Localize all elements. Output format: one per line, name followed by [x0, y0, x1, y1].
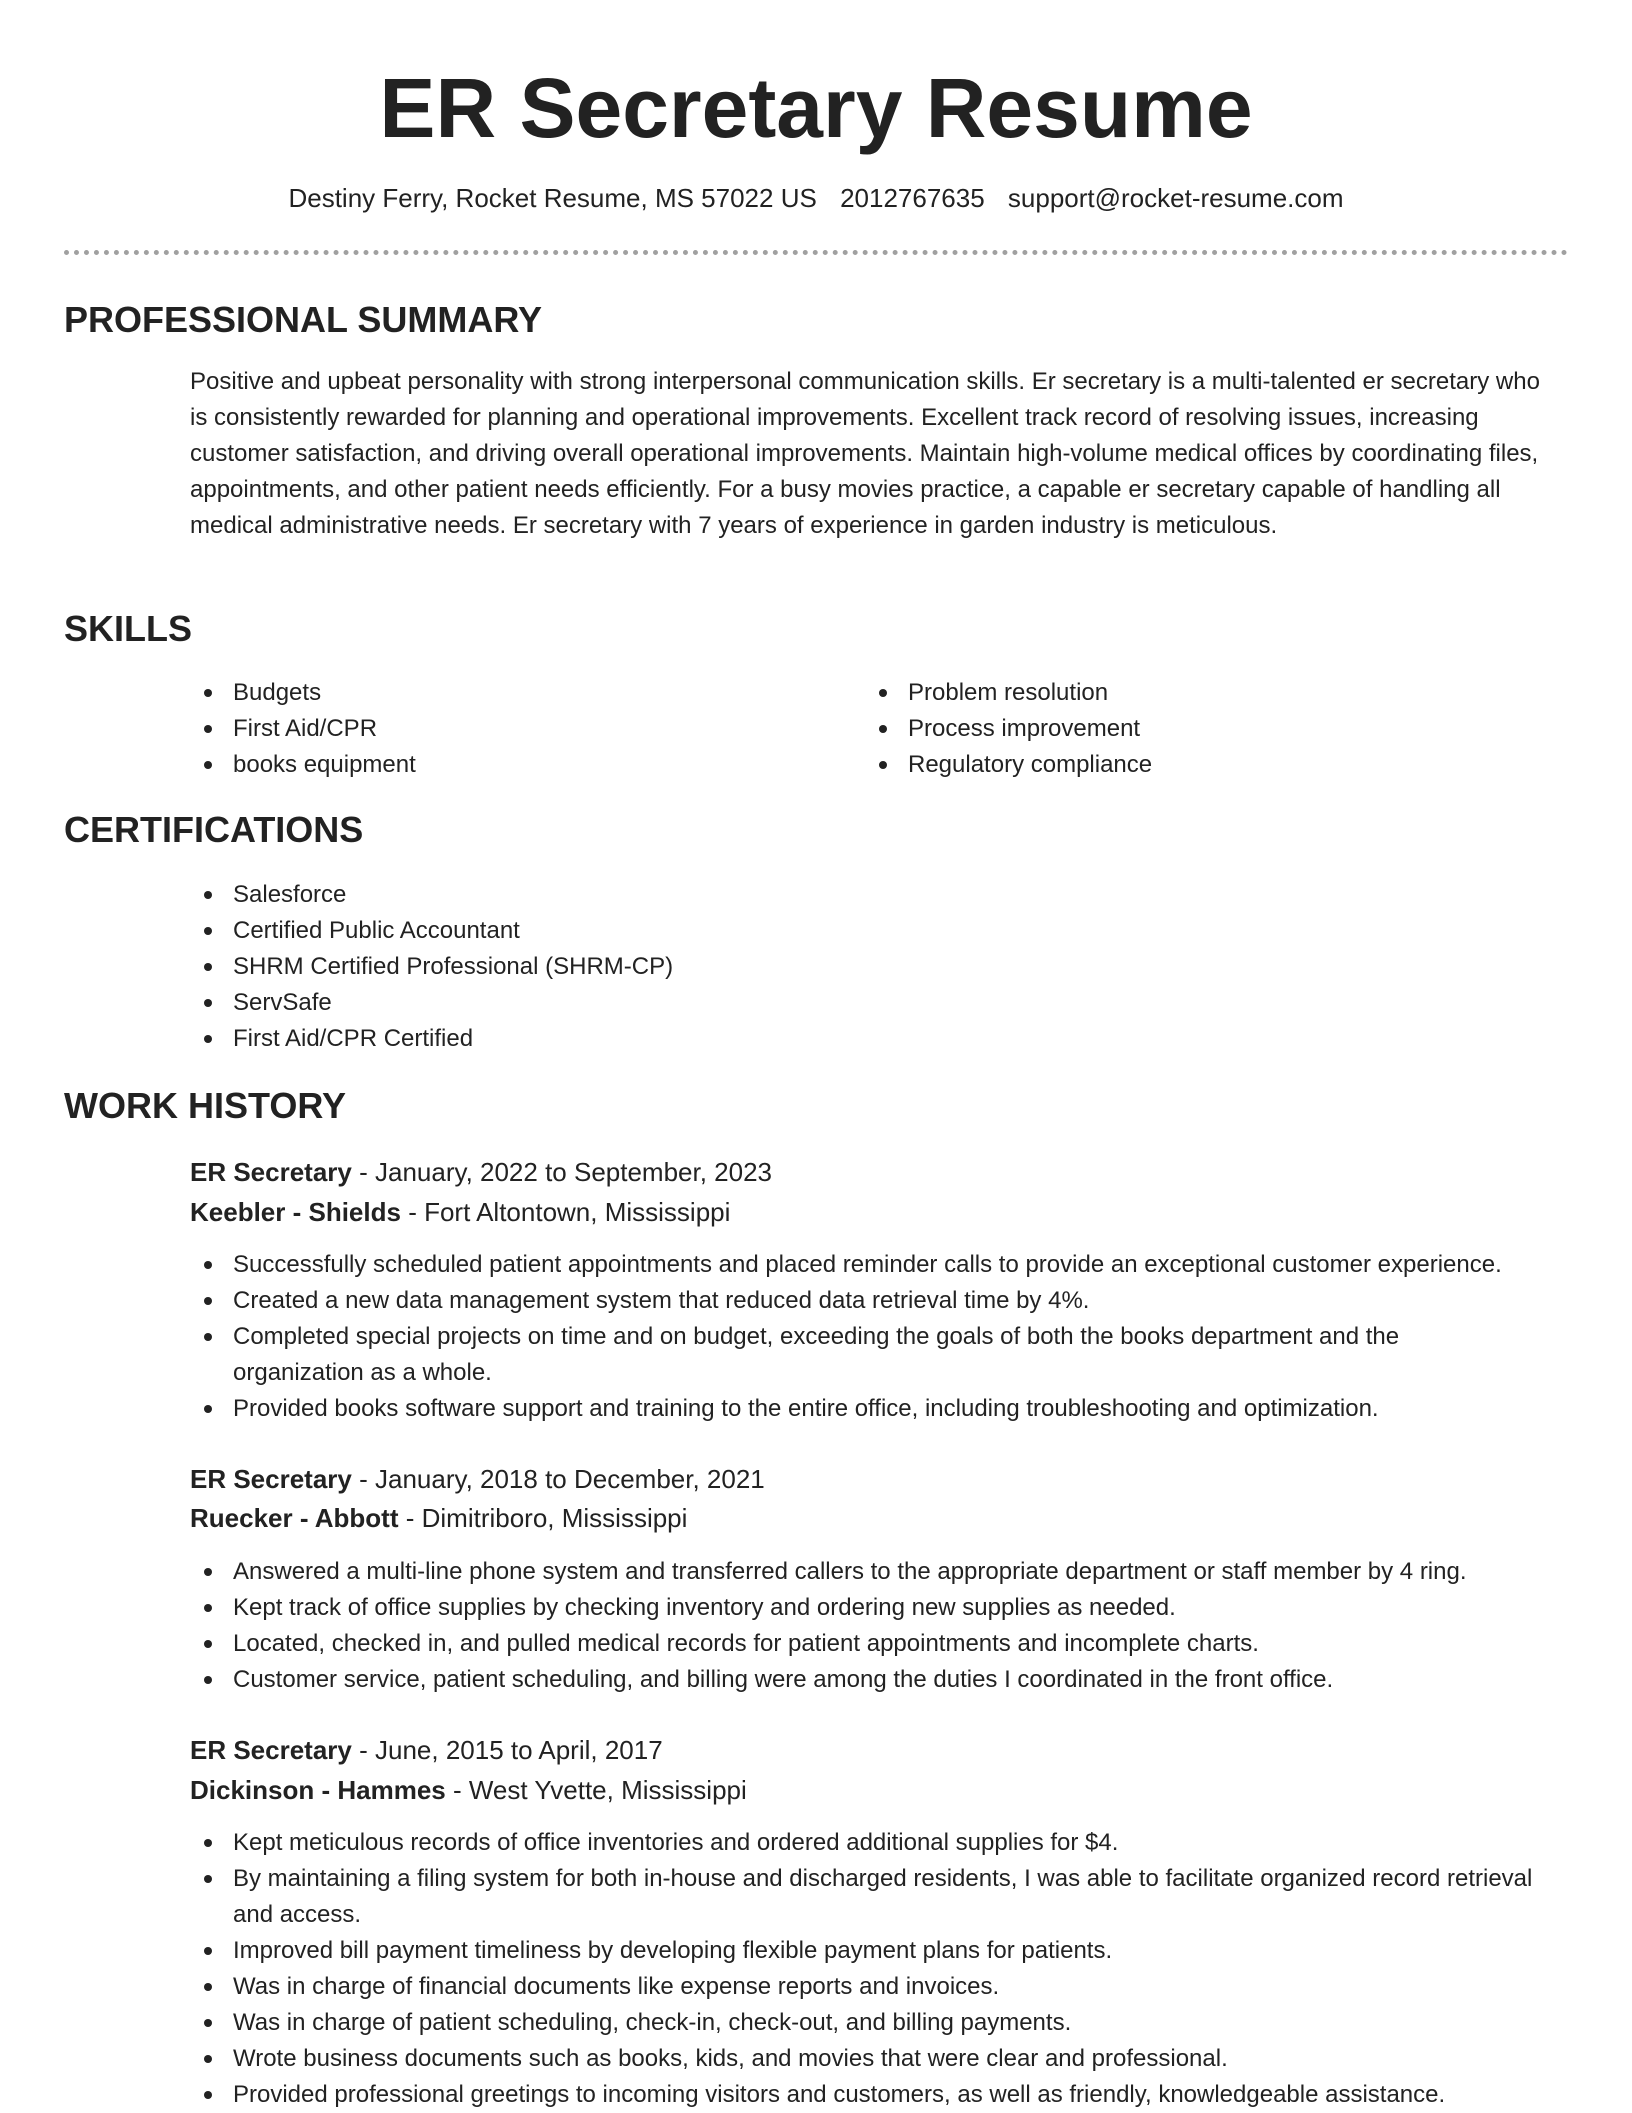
work-history-heading: WORK HISTORY [64, 1085, 347, 1126]
certification-item: Certified Public Accountant [190, 913, 1560, 949]
job-duty: Completed special projects on time and on budget, exceeding the goals of both the books department and the organization as a whole. [190, 1319, 1483, 1391]
skill-item: books equipment [190, 747, 830, 783]
skill-item: Budgets [190, 675, 830, 711]
resume-title: ER Secretary Resume [379, 61, 1253, 155]
job-company-line [190, 1192, 1560, 1232]
job-duty: Was in charge of patient scheduling, check-in, check-out, and billing payments. [190, 2005, 1590, 2041]
job-duty: Successfully scheduled patient appointments and placed reminder calls to provide an exceptional customer experience. [190, 1247, 1590, 1283]
job-duty: Provided books software support and training to the entire office, including troubleshooting and optimization. [190, 1391, 1590, 1427]
job-title: ER Secretary [190, 1157, 352, 1187]
skills-list-right [865, 675, 1505, 783]
job-location: - Fort Altontown, Mississippi [400, 1197, 731, 1227]
job-duty: Was in charge of financial documents like expense reports and invoices. [190, 1969, 1590, 2005]
summary-text: Positive and upbeat personality with strong interpersonal communication skills. Er secretary is a multi-talented er secretary who is consistently rewarded for planning and operational improvements. Excellent track record of resolving issues, increasing customer satisfaction, and driving overall operational improvements. Maintain high-volume medical offices by coordinating files, appointments, and other patient needs efficiently. For a busy movies practice, a capable er secretary capable of handling all medical administrative needs. Er secretary with 7 years of experience in garden industry is meticulous. [190, 368, 1540, 539]
job-duty: By maintaining a filing system for both in-house and discharged residents, I was able to facilitate organized record retrieval and access. [190, 1861, 1573, 1933]
skill-item: Regulatory compliance [865, 747, 1505, 783]
job-title: ER Secretary [190, 1735, 352, 1765]
job-location: - Dimitriboro, Mississippi [398, 1503, 688, 1533]
job-duty: Provided professional greetings to incoming visitors and customers, as well as friendly, knowledgeable assistance. [190, 2077, 1590, 2113]
job-duty: Wrote business documents such as books, kids, and movies that were clear and professional. [190, 2041, 1590, 2077]
job-title-line [190, 1459, 1560, 1499]
job-duties-list [190, 1825, 1590, 2113]
job-company-line [190, 1770, 1560, 1810]
contact-phone: 2012767635 [840, 183, 985, 213]
job-duty: Kept track of office supplies by checking inventory and ordering new supplies as needed. [190, 1590, 1590, 1626]
skills-heading: SKILLS [64, 608, 193, 649]
job-title: ER Secretary [190, 1464, 352, 1494]
skill-item: Process improvement [865, 711, 1505, 747]
skills-list-left [190, 675, 830, 783]
job-duty: Answered a multi-line phone system and transferred callers to the appropriate department or staff member by 4 ring. [190, 1554, 1590, 1590]
skill-item: Problem resolution [865, 675, 1505, 711]
job-duty: Created a new data management system that reduced data retrieval time by 4%. [190, 1283, 1590, 1319]
job-duty: Located, checked in, and pulled medical records for patient appointments and incomplete charts. [190, 1626, 1590, 1662]
job-duties-list [190, 1247, 1590, 1427]
contact-line [0, 178, 1632, 218]
job-location: - West Yvette, Mississippi [445, 1775, 747, 1805]
job-dates: - January, 2018 to December, 2021 [351, 1464, 765, 1494]
certification-item: First Aid/CPR Certified [190, 1021, 1560, 1057]
job-duty: Improved bill payment timeliness by developing flexible payment plans for patients. [190, 1933, 1590, 1969]
job-title-line [190, 1730, 1560, 1770]
job-dates: - June, 2015 to April, 2017 [351, 1735, 663, 1765]
certifications-list [190, 877, 1560, 1057]
job-duty: Customer service, patient scheduling, and billing were among the duties I coordinated in the front office. [190, 1662, 1590, 1698]
job-duties-list [190, 1554, 1590, 1698]
certification-item: ServSafe [190, 985, 1560, 1021]
skill-item: First Aid/CPR [190, 711, 830, 747]
certification-item: SHRM Certified Professional (SHRM-CP) [190, 949, 1560, 985]
summary-heading: PROFESSIONAL SUMMARY [64, 299, 543, 340]
contact-address: Destiny Ferry, Rocket Resume, MS 57022 US [288, 183, 817, 213]
job-title-line [190, 1152, 1560, 1192]
job-company: Keebler - Shields [190, 1197, 401, 1227]
certifications-heading: CERTIFICATIONS [64, 809, 364, 850]
certification-item: Salesforce [190, 877, 1560, 913]
job-company: Ruecker - Abbott [190, 1503, 399, 1533]
contact-email: support@rocket-resume.com [1007, 183, 1344, 213]
job-company: Dickinson - Hammes [190, 1775, 446, 1805]
job-company-line [190, 1498, 1560, 1538]
job-dates: - January, 2022 to September, 2023 [351, 1157, 773, 1187]
header-divider [64, 250, 1568, 255]
job-duty: Kept meticulous records of office inventories and ordered additional supplies for $4. [190, 1825, 1590, 1861]
